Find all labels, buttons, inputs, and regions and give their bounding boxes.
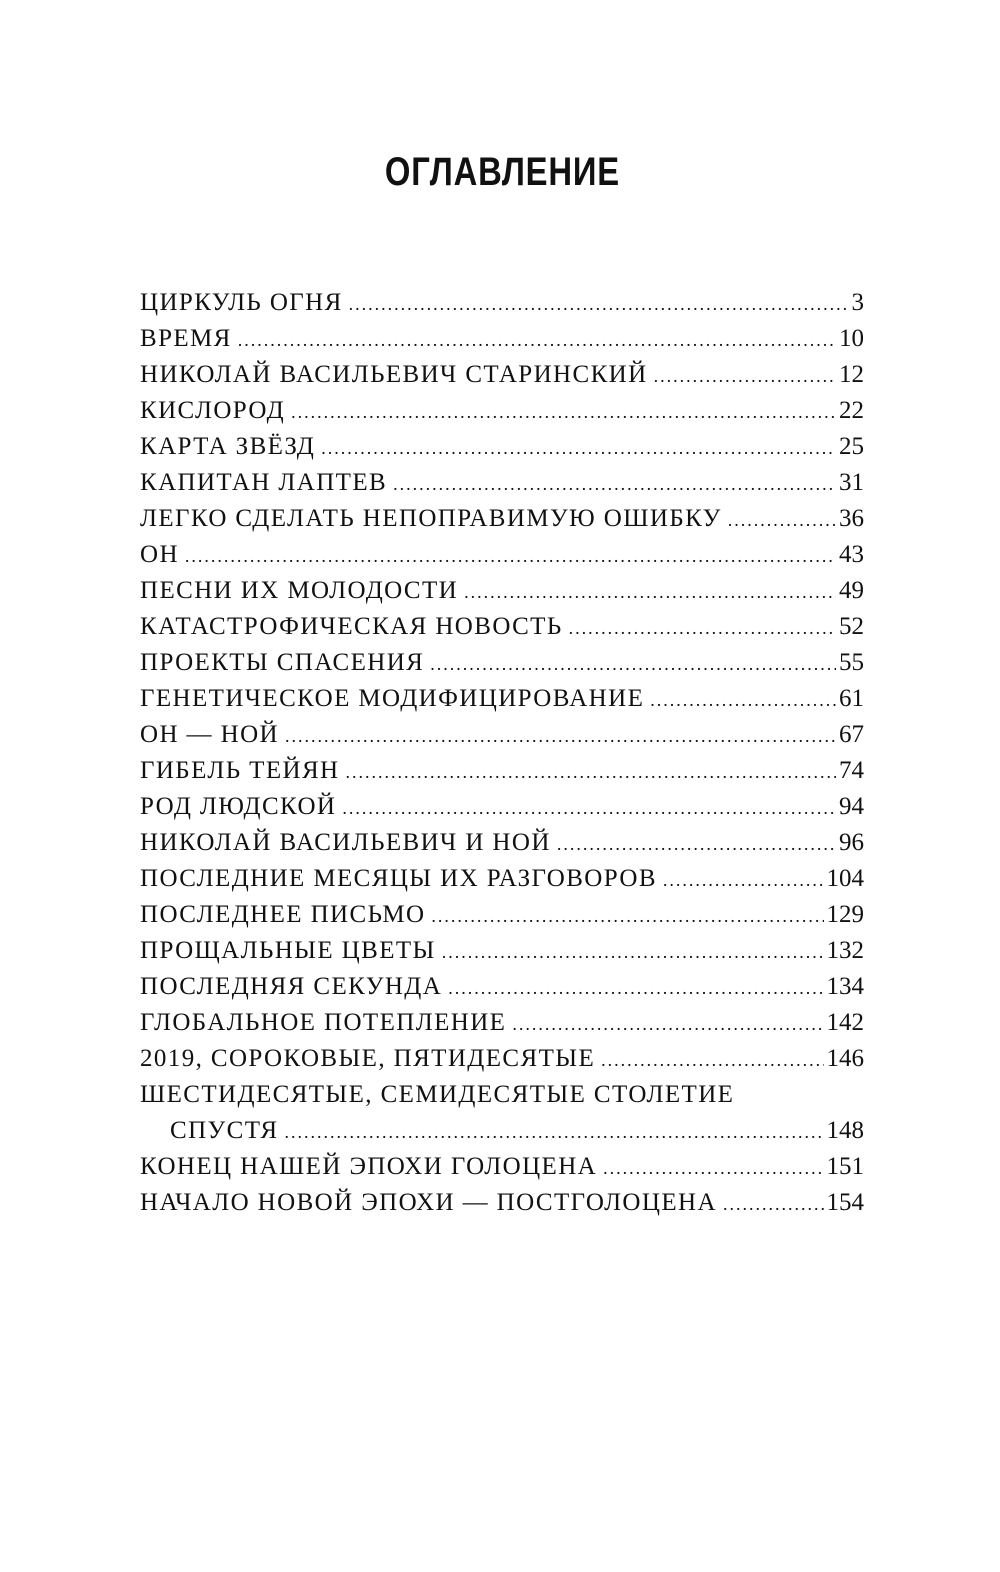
toc-entry — [140, 1185, 864, 1221]
toc-entry-label: КОНЕЦ НАШЕЙ ЭПОХИ ГОЛОЦЕНА — [140, 1153, 598, 1180]
dot-leader — [728, 502, 836, 538]
toc-entry-label: ПОСЛЕДНИЕ МЕСЯЦЫ ИХ РАЗГОВОРОВ — [140, 865, 657, 892]
toc-entry-page: 31 — [839, 469, 864, 496]
toc-entry — [140, 429, 864, 465]
toc-entry — [140, 465, 864, 501]
dot-leader — [650, 682, 836, 718]
toc-entry-page: 74 — [839, 757, 864, 784]
toc-entry-label: 2019, СОРОКОВЫЕ, ПЯТИДЕСЯТЫЕ — [140, 1045, 596, 1072]
toc-entry-label: ЛЕГКО СДЕЛАТЬ НЕПОПРАВИМУЮ ОШИБКУ — [140, 505, 722, 532]
toc-entry-label: КИСЛОРОД — [140, 397, 286, 424]
toc-entry — [140, 933, 864, 969]
toc-entry-label: ВРЕМЯ — [140, 325, 232, 352]
toc-entry-page: 3 — [851, 289, 864, 316]
toc-entry-page: 49 — [839, 577, 864, 604]
toc-entry — [140, 609, 864, 645]
dot-leader — [238, 322, 836, 358]
toc-entry-page: 43 — [839, 541, 864, 568]
toc-entry-page: 96 — [839, 829, 864, 856]
toc-entry-label: ГЕНЕТИЧЕСКОЕ МОДИФИЦИРОВАНИЕ — [140, 685, 645, 712]
dot-leader — [723, 1186, 824, 1222]
toc-entry-page: 25 — [839, 433, 864, 460]
toc-entry-page: 148 — [826, 1117, 864, 1144]
toc-entry — [140, 501, 864, 537]
toc-entry-continuation — [140, 1113, 864, 1149]
toc-entry-page: 55 — [839, 649, 864, 676]
toc-entry-page: 134 — [826, 973, 864, 1000]
dot-leader — [603, 1150, 823, 1186]
toc-entry-label: НИКОЛАЙ ВАСИЛЬЕВИЧ СТАРИНСКИЙ — [140, 361, 648, 388]
toc-entry-page: 67 — [839, 721, 864, 748]
toc-entry-page: 146 — [826, 1045, 864, 1072]
dot-leader — [512, 1006, 823, 1042]
dot-leader — [321, 430, 836, 466]
toc-entry-label: ПРОЕКТЫ СПАСЕНИЯ — [140, 649, 425, 676]
toc-entry — [140, 825, 864, 861]
dot-leader — [431, 898, 823, 934]
toc-entry-page: 142 — [826, 1009, 864, 1036]
toc-entry-page: 52 — [839, 613, 864, 640]
toc-entry-label: КАПИТАН ЛАПТЕВ — [140, 469, 388, 496]
dot-leader — [464, 574, 836, 610]
toc-entry-page: 104 — [826, 865, 864, 892]
dot-leader — [393, 466, 836, 502]
dot-leader — [557, 826, 836, 862]
toc-entry-label: ПЕСНИ ИХ МОЛОДОСТИ — [140, 577, 459, 604]
toc-entry-label: КАТАСТРОФИЧЕСКАЯ НОВОСТЬ — [140, 613, 563, 640]
toc-entry-label: ГЛОБАЛЬНОЕ ПОТЕПЛЕНИЕ — [140, 1009, 507, 1036]
toc-entry-label: ОН — НОЙ — [140, 721, 279, 748]
toc-entry — [140, 897, 864, 933]
dot-leader — [430, 646, 836, 682]
dot-leader — [291, 394, 836, 430]
toc-entry — [140, 285, 864, 321]
toc-entry-page: 61 — [839, 685, 864, 712]
toc-entry — [140, 969, 864, 1005]
dot-leader — [448, 970, 823, 1006]
dot-leader — [442, 934, 824, 970]
toc-entry — [140, 753, 864, 789]
dot-leader — [285, 1114, 824, 1150]
dot-leader — [285, 718, 836, 754]
dot-leader — [185, 538, 836, 574]
toc-entry-page: 22 — [839, 397, 864, 424]
toc-entry — [140, 321, 864, 357]
dot-leader — [654, 358, 836, 394]
toc-entry-label: РОД ЛЮДСКОЙ — [140, 793, 337, 820]
toc-entry-label: КАРТА ЗВЁЗД — [140, 433, 316, 460]
toc-entry — [140, 1005, 864, 1041]
toc-entry-multiline — [140, 1077, 864, 1149]
dot-leader — [349, 286, 849, 322]
toc-entry-label: ОН — [140, 541, 179, 568]
toc-entry-page: 12 — [839, 361, 864, 388]
toc-entry-page: 129 — [826, 901, 864, 928]
toc-entry — [140, 681, 864, 717]
toc-entry-label: ПРОЩАЛЬНЫЕ ЦВЕТЫ — [140, 937, 436, 964]
toc-entry — [140, 393, 864, 429]
toc-entry-label: ПОСЛЕДНЕЕ ПИСЬМО — [140, 901, 426, 928]
toc-entry-label-line1: ШЕСТИДЕСЯТЫЕ, СЕМИДЕСЯТЫЕ СТОЛЕТИЕ — [140, 1081, 735, 1108]
toc-entry-label-line2: СПУСТЯ — [170, 1117, 279, 1144]
toc-entry — [140, 717, 864, 753]
toc-entry-label: ЦИРКУЛЬ ОГНЯ — [140, 289, 343, 316]
dot-leader — [601, 1042, 823, 1078]
toc-entry — [140, 789, 864, 825]
toc-entry — [140, 357, 864, 393]
dot-leader — [663, 862, 824, 898]
dot-leader — [569, 610, 836, 646]
toc-entry — [140, 537, 864, 573]
toc-entry — [140, 645, 864, 681]
toc-entry — [140, 573, 864, 609]
toc-entry — [140, 861, 864, 897]
toc-entry-label: ГИБЕЛЬ ТЕЙЯН — [140, 757, 340, 784]
dot-leader — [342, 790, 836, 826]
page-title: ОГЛАВЛЕНИЕ — [384, 150, 620, 194]
toc-entry-label: НИКОЛАЙ ВАСИЛЬЕВИЧ И НОЙ — [140, 829, 551, 856]
toc-entry-page: 10 — [839, 325, 864, 352]
toc-entry-page: 36 — [839, 505, 864, 532]
toc-entry — [140, 1041, 864, 1077]
toc-entry-page: 151 — [826, 1153, 864, 1180]
toc-entry-label: ПОСЛЕДНЯЯ СЕКУНДА — [140, 973, 443, 1000]
table-of-contents — [140, 285, 864, 1221]
dot-leader — [346, 754, 837, 790]
toc-entry — [140, 1149, 864, 1185]
toc-entry-page: 94 — [839, 793, 864, 820]
toc-entry-label: НАЧАЛО НОВОЙ ЭПОХИ — ПОСТГОЛОЦЕНА — [140, 1189, 717, 1216]
toc-entry-page: 154 — [826, 1189, 864, 1216]
toc-entry-page: 132 — [826, 937, 864, 964]
